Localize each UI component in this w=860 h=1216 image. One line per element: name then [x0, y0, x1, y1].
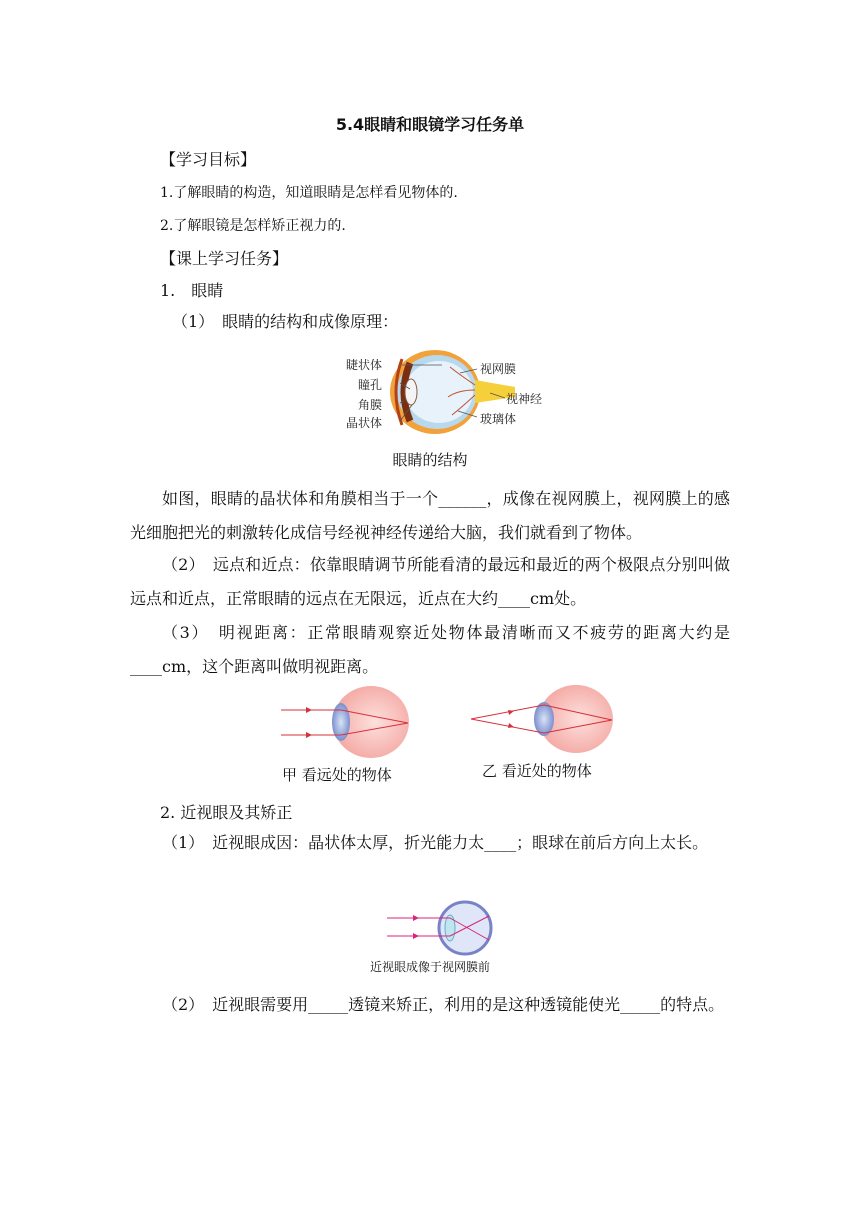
objective-item-2: 2.了解眼镜是怎样矫正视力的. [160, 218, 346, 234]
label-vitreous-body: 玻璃体 [480, 412, 517, 426]
paragraph-myopia-cause: （1） 近视眼成因：晶状体太厚，折光能力太____；眼球在前后方向上太长。 [162, 833, 709, 852]
objective-item-1: 1.了解眼睛的构造，知道眼睛是怎样看见物体的. [160, 185, 458, 201]
objectives-heading: 【学习目标】 [160, 150, 257, 169]
label-cornea: 角膜 [358, 398, 383, 412]
label-retina: 视网膜 [480, 362, 517, 376]
far-near-viewing-figure [276, 685, 636, 765]
page-title: 5.4眼睛和眼镜学习任务单 [335, 115, 525, 134]
section-2-heading: 2. 近视眼及其矫正 [160, 803, 293, 822]
section-1-sub-1: （1） 眼睛的结构和成像原理： [172, 312, 399, 331]
figure-2-caption-far: 甲 看远处的物体 [282, 766, 392, 784]
tasks-heading: 【课上学习任务】 [160, 249, 289, 268]
label-pupil: 瞳孔 [358, 378, 383, 392]
label-lens: 晶状体 [346, 416, 383, 430]
figure-1-caption: 眼睛的结构 [392, 451, 468, 469]
label-optic-nerve: 视神经 [506, 392, 543, 406]
paragraph-lens-function: 如图，眼睛的晶状体和角膜相当于一个______，成像在视网膜上，视网膜上的感光细胞把光的刺激转化成信号经视神经传递给大脑，我们就看到了物体。 [130, 489, 730, 542]
myopia-figure [385, 900, 495, 956]
section-1-heading: 1. 眼睛 [160, 281, 224, 300]
figure-3-caption: 近视眼成像于视网膜前 [369, 960, 490, 974]
label-ciliary-body: 睫状体 [346, 358, 383, 372]
figure-2-caption-near: 乙 看近处的物体 [482, 762, 592, 780]
paragraph-distinct-vision: （3） 明视距离：正常眼睛观察近处物体最清晰而又不疲劳的距离大约是____cm，这个距离叫做明视距离。 [130, 623, 730, 676]
paragraph-far-near-point: （2） 远点和近点：依靠眼睛调节所能看清的最远和最近的两个极限点分别叫做远点和近点，正常眼睛的远点在无限远，近点在大约____cm处。 [130, 555, 730, 608]
paragraph-myopia-correction: （2） 近视眼需要用_____透镜来矫正，利用的是这种透镜能使光_____的特点。 [162, 995, 725, 1014]
